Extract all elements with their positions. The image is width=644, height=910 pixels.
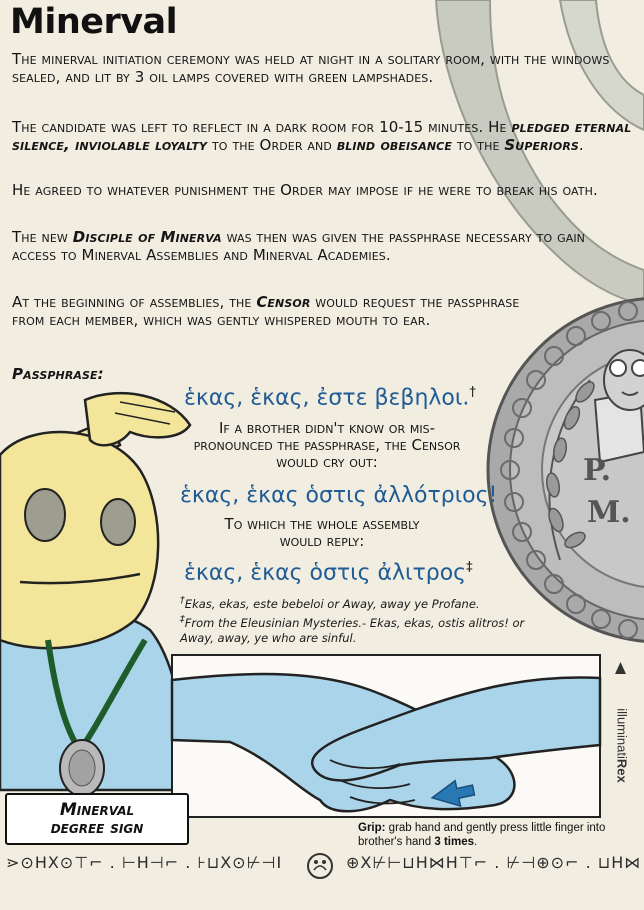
medallion bbox=[488, 298, 644, 642]
grip-count: 3 times bbox=[434, 836, 474, 848]
p4-text-c: was then was given the passphrase necessary to gain access to Minerval Assemblies and Minerval Academies. bbox=[12, 228, 586, 264]
dagger-mark: † bbox=[469, 385, 476, 400]
character-saluting bbox=[0, 393, 190, 796]
brand-name-bold: Rex bbox=[614, 758, 630, 783]
cipher-text-right: ⊕X⊬⊢⊔H⋈H⊤⌐ . ⊬⊣⊕⊙⌐ . ⊔H⋈ bbox=[346, 853, 642, 872]
p2-emph-superiors: Superiors bbox=[504, 136, 579, 154]
grip-text-a: grab hand and gently press little finger into brother's hand bbox=[358, 822, 606, 848]
greek-assembly-reply bbox=[184, 560, 473, 585]
footnote-dagger-text: Ekas, ekas, este bebeloi or Away, away ye Profane. bbox=[184, 596, 480, 611]
brand-name bbox=[615, 676, 630, 816]
paragraph-ceremony: The minerval initiation ceremony was held at night in a solitary room, with the windows sealed, and lit by 3 oil lamps covered with green lampshades. bbox=[12, 50, 610, 86]
cipher-text-left: ⋗⊙HX⊙⊤⌐ . ⊢H⊣⌐ . ⊦⊔X⊙⊬⊣I bbox=[6, 853, 283, 872]
paragraph-pledge bbox=[12, 118, 632, 154]
grip-instructions bbox=[358, 821, 618, 849]
brand-logo bbox=[610, 666, 634, 820]
degree-sign-label bbox=[5, 793, 189, 845]
p2-emph-obeisance: blind obeisance bbox=[336, 136, 452, 154]
greek-reply-text: ἑκας, ἑκας ὁστις ἀλιτρος bbox=[184, 560, 467, 586]
handshake-panel bbox=[172, 655, 600, 817]
p2-text-g: . bbox=[578, 136, 584, 154]
brand-name-light: illuminati bbox=[614, 708, 630, 759]
paragraph-disciple bbox=[12, 228, 622, 264]
p4-text-a: The new bbox=[12, 228, 73, 246]
medallion-letter-m: M. bbox=[587, 495, 631, 530]
p2-text-e: to the bbox=[451, 136, 505, 154]
degree-sign-line2: degree sign bbox=[50, 818, 144, 838]
paragraph-punishment: He agreed to whatever punishment the Order may impose if he were to break his oath. bbox=[12, 181, 598, 199]
degree-sign-line1: Minerval bbox=[59, 800, 135, 820]
grip-label: Grip: bbox=[358, 822, 386, 834]
p2-text-c: to the Order and bbox=[207, 136, 337, 154]
paragraph-censor bbox=[12, 293, 552, 329]
footnote-dagger-mark: † bbox=[180, 595, 185, 606]
greek-censor-cry: ἑκας, ἑκας ὁστις ἀλλότριος! bbox=[180, 483, 498, 508]
p4-emph-disciple: Disciple of Minerva bbox=[72, 228, 222, 246]
caption-assembly-reply: To which the whole assembly would reply: bbox=[224, 515, 420, 550]
owl-emblem bbox=[308, 854, 332, 878]
grip-text-b: . bbox=[474, 836, 478, 848]
footnote-dagger bbox=[180, 593, 480, 612]
double-dagger-mark: ‡ bbox=[466, 560, 473, 575]
p5-emph-censor: Censor bbox=[256, 293, 311, 311]
p2-text-a: The candidate was left to reflect in a dark room for 10-15 minutes. He bbox=[12, 118, 512, 136]
caption-censor-cry: If a brother didn't know or mis-pronounced the passphrase, the Censor would cry out: bbox=[193, 419, 461, 471]
p2-emph-pledge: pledged eternal silence, inviolable loyalty bbox=[12, 118, 632, 154]
p5-text-a: At the beginning of assemblies, the bbox=[12, 293, 257, 311]
greek-passphrase bbox=[184, 385, 476, 410]
passphrase-label: Passphrase: bbox=[12, 365, 104, 383]
footnote-double-dagger bbox=[180, 612, 550, 646]
medallion-letter-p: P. bbox=[583, 453, 612, 488]
page-title: Minerval bbox=[10, 2, 178, 42]
p5-text-c: would request the passphrase from each member, which was gently whispered mouth to ear. bbox=[12, 293, 520, 329]
footnote-double-dagger-mark: ‡ bbox=[180, 614, 185, 625]
greek-passphrase-text: ἑκας, ἑκας, ἐστε βεβηλοι. bbox=[184, 385, 470, 411]
footnote-double-dagger-text: From the Eleusinian Mysteries.- Ekas, ekas, ostis alitros! or Away, away, ye who are sinful. bbox=[180, 615, 525, 645]
